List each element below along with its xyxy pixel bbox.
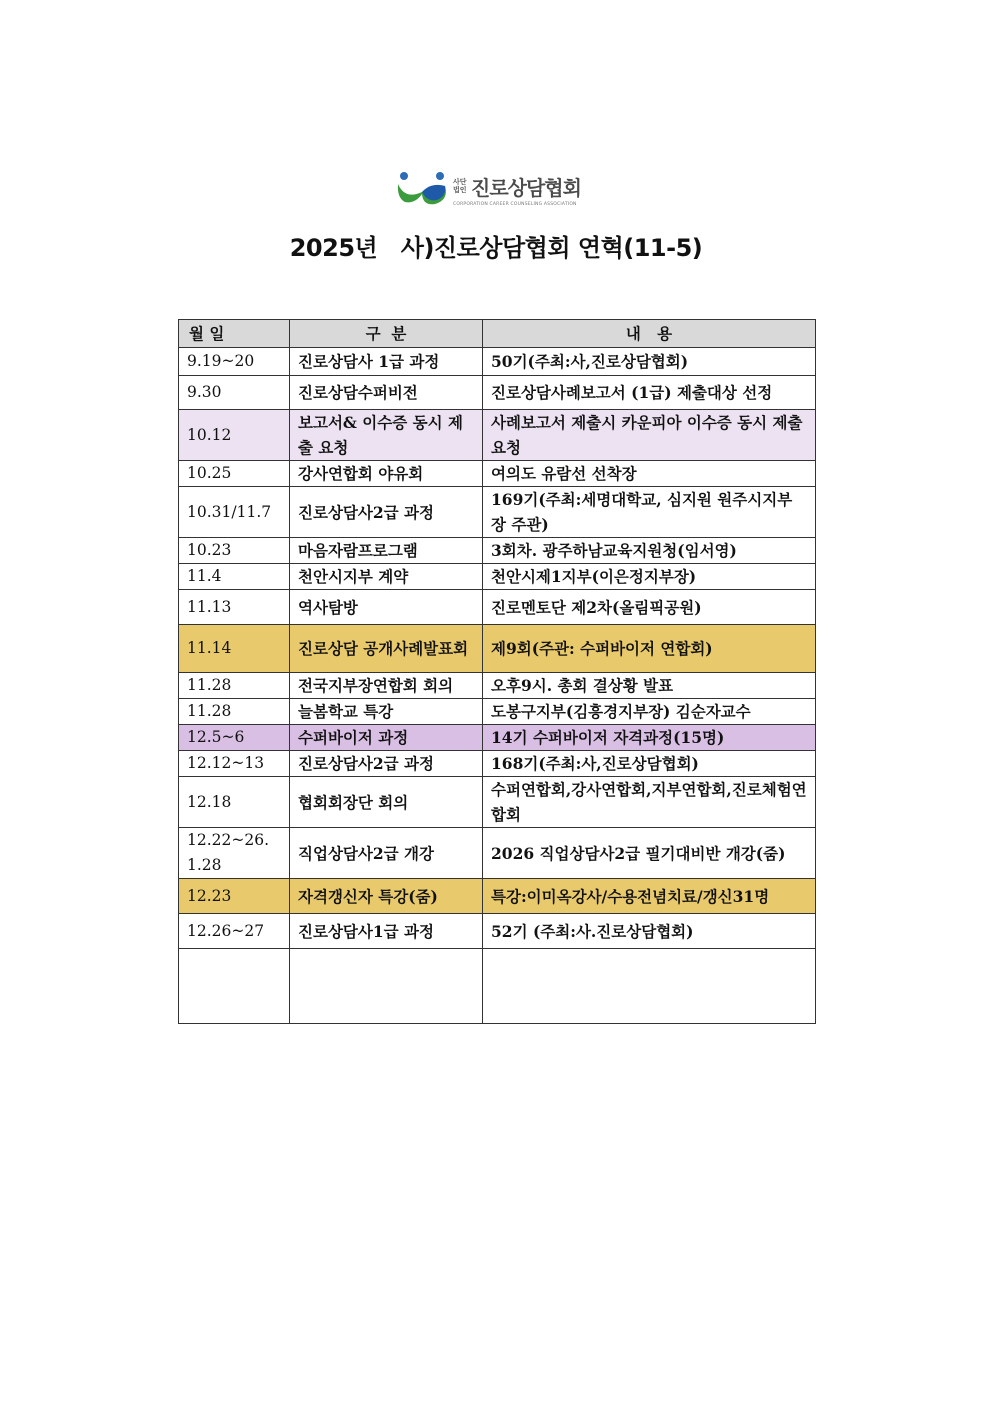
row-date: 12.18 [179,777,290,828]
table-row [179,777,816,828]
table-row [179,725,816,751]
table-row [179,625,816,673]
table-row [179,828,816,879]
logo-subtitle: CORPORATION CAREER COUNSELING ASSOCIATION [453,201,577,207]
row-category: 강사연합회 야유회 [290,461,483,487]
row-date: 12.12~13 [179,751,290,777]
row-date: 11.14 [179,625,290,673]
page-title: 2025년 사)진로상담협회 연혁(11-5) [289,234,703,262]
row-content: 169기(주최:세명대학교, 심지원 원주시지부장 주관) [483,487,816,538]
row-content: 천안시제1지부(이은정지부장) [483,564,816,590]
row-content: 여의도 유람선 선착장 [483,461,816,487]
table-row [179,564,816,590]
table-row [179,487,816,538]
table-header-row [179,320,816,348]
table-row [179,879,816,914]
row-category: 진로상담사2급 과정 [290,487,483,538]
row-content: 오후9시. 총회 결상황 발표 [483,673,816,699]
table-row [179,673,816,699]
row-content: 14기 수퍼바이저 자격과정(15명) [483,725,816,751]
row-content: 도봉구지부(김흥경지부장) 김순자교수 [483,699,816,725]
row-category: 마음자람프로그램 [290,538,483,564]
table-row [179,348,816,376]
row-date: 10.25 [179,461,290,487]
row-category: 전국지부장연합회 회의 [290,673,483,699]
row-date: 10.12 [179,410,290,461]
row-content: 진로멘토단 제2차(올림픽공원) [483,590,816,625]
row-content: 52기 (주최:사.진로상담협회) [483,914,816,949]
row-category: 진로상담사 1급 과정 [290,348,483,376]
row-category: 협회회장단 회의 [290,777,483,828]
row-category: 진로상담수퍼비전 [290,376,483,410]
row-category: 진로상담 공개사례발표회 [290,625,483,673]
row-category: 천안시지부 계약 [290,564,483,590]
table-row [179,590,816,625]
row-category: 수퍼바이저 과정 [290,725,483,751]
table-row [179,699,816,725]
row-date: 9.30 [179,376,290,410]
row-content: 168기(주최:사,진로상담협회) [483,751,816,777]
history-table [178,319,816,1024]
table-row [179,914,816,949]
row-date: 12.5~6 [179,725,290,751]
row-content: 진로상담사례보고서 (1급) 제출대상 선정 [483,376,816,410]
row-date: 12.26~27 [179,914,290,949]
row-date: 11.28 [179,699,290,725]
table-row [179,538,816,564]
row-content [483,949,816,1024]
logo-name: 진로상담협회 [471,175,581,200]
table-row [179,376,816,410]
row-category: 진로상담사2급 과정 [290,751,483,777]
header-category: 구 분 [290,320,483,348]
row-content: 특강:이미옥강사/수용전념치료/갱신31명 [483,879,816,914]
row-category: 역사탐방 [290,590,483,625]
row-date: 12.22~26.1.28 [179,828,290,879]
row-category: 진로상담사1급 과정 [290,914,483,949]
logo-emblem-icon [395,170,449,208]
row-category [290,949,483,1024]
row-content: 수퍼연합회,강사연합회,지부연합회,진로체험연합회 [483,777,816,828]
row-content: 제9회(주관: 수퍼바이저 연합회) [483,625,816,673]
row-date [179,949,290,1024]
row-content: 50기(주최:사,진로상담협회) [483,348,816,376]
row-date: 10.31/11.7 [179,487,290,538]
table-row [179,949,816,1024]
row-date: 11.13 [179,590,290,625]
logo-prefix-1: 사단 [453,178,467,186]
header-content: 내 용 [483,320,816,348]
table-row [179,410,816,461]
row-date: 11.4 [179,564,290,590]
row-content: 2026 직업상담사2급 필기대비반 개강(줌) [483,828,816,879]
header-date: 월 일 [179,320,290,348]
association-logo [395,170,581,208]
row-date: 11.28 [179,673,290,699]
row-date: 9.19~20 [179,348,290,376]
table-row [179,461,816,487]
row-content: 사례보고서 제출시 카운피아 이수증 동시 제출 요청 [483,410,816,461]
row-date: 10.23 [179,538,290,564]
row-date: 12.23 [179,879,290,914]
row-content: 3회차. 광주하남교육지원청(임서영) [483,538,816,564]
logo-prefix-2: 법인 [453,186,467,194]
table-row [179,751,816,777]
row-category: 자격갱신자 특강(줌) [290,879,483,914]
row-category: 보고서& 이수증 동시 제출 요청 [290,410,483,461]
row-category: 직업상담사2급 개강 [290,828,483,879]
row-category: 늘봄학교 특강 [290,699,483,725]
